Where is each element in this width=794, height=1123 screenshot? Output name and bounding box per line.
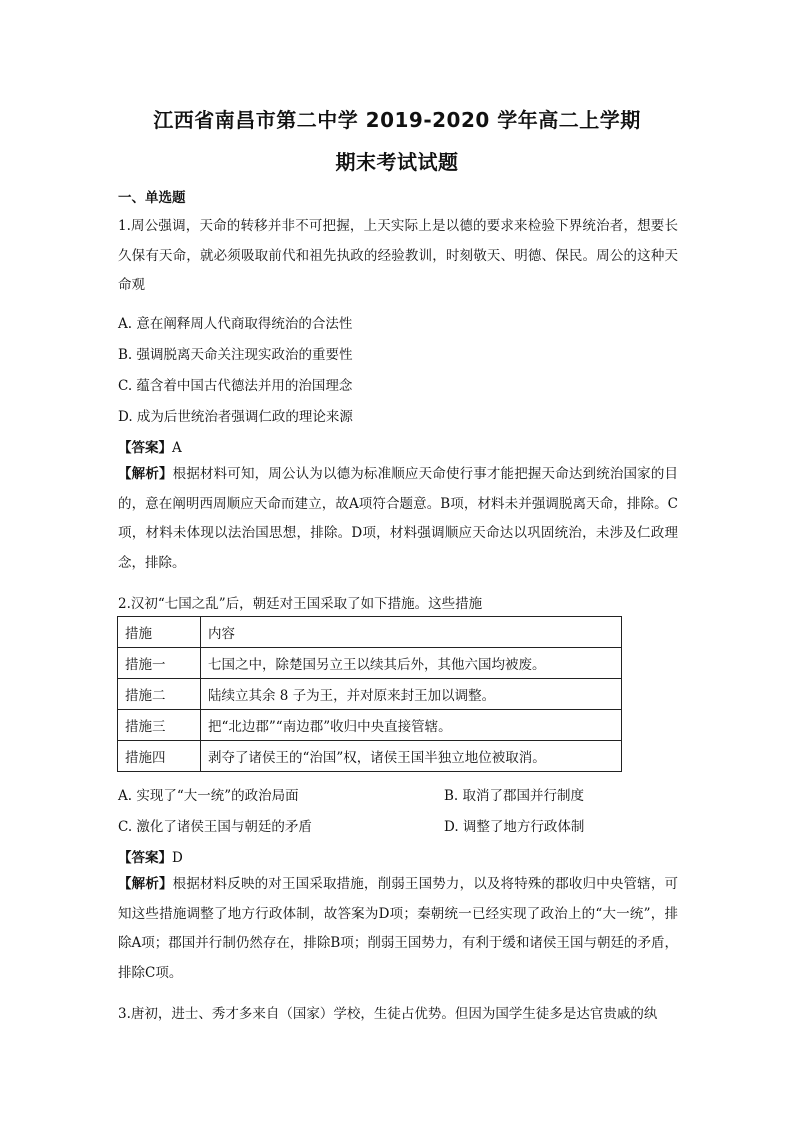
- q2-analysis-tag: 【解析】: [118, 876, 173, 892]
- q2-option-b: B. 取消了郡国并行制度: [444, 788, 585, 804]
- table-header-cell: 措施: [118, 617, 201, 648]
- q2-answer-tag: 【答案】: [118, 850, 172, 866]
- q1-answer: [118, 436, 182, 456]
- q1-analysis-text: 根据材料可知，周公认为以德为标准顺应天命使行事才能把握天命达到统治国家的目的，意在阐明西周顺应天命而建立，故A项符合题意。B项，材料未并强调脱离天命，排除。C项，材料未体现以法治国思想，排除。D项，材料强调顺应天命达以巩固统治，未涉及仁政理念，排除。: [118, 466, 679, 571]
- table-cell-content: 把“北边郡”“南边郡”收归中央直接管辖。: [201, 710, 622, 741]
- q2-stem: 2.汉初“七国之乱”后，朝廷对王国采取了如下措施。这些措施: [118, 596, 483, 612]
- table-header-row: [118, 617, 622, 648]
- table-cell-measure: 措施四: [118, 741, 201, 772]
- q1-option-d: D. 成为后世统治者强调仁政的理论来源: [118, 409, 353, 425]
- q3-stem: 3.唐初，进士、秀才多来自（国家）学校，生徒占优势。但因为国学生徒多是达官贵戚的纨: [118, 1006, 658, 1022]
- q1-analysis: [118, 460, 678, 578]
- document-title-line1: 江西省南昌市第二中学 2019-2020 学年高二上学期: [153, 108, 641, 132]
- q2-answer-value: D: [172, 850, 183, 866]
- q1-option-a: A. 意在阐释周人代商取得统治的合法性: [118, 316, 353, 332]
- table-cell-measure: 措施二: [118, 679, 201, 710]
- table-row: [118, 648, 622, 679]
- q2-option-d: D. 调整了地方行政体制: [444, 819, 585, 835]
- table-row: [118, 710, 622, 741]
- q1-answer-value: A: [172, 440, 182, 456]
- q1-analysis-tag: 【解析】: [118, 466, 173, 482]
- q1-answer-tag: 【答案】: [118, 440, 172, 456]
- q2-answer: [118, 846, 183, 866]
- table-cell-content: 七国之中，除楚国另立王以续其后外，其他六国均被废。: [201, 648, 622, 679]
- q2-option-a: A. 实现了“大一统”的政治局面: [118, 788, 299, 804]
- table-row: [118, 679, 622, 710]
- table-cell-content: 剥夺了诸侯王的“治国”权，诸侯王国半独立地位被取消。: [201, 741, 622, 772]
- q1-option-b: B. 强调脱离天命关注现实政治的重要性: [118, 347, 353, 363]
- section-heading: 一、单选题: [118, 190, 186, 206]
- q2-option-c: C. 激化了诸侯王国与朝廷的矛盾: [118, 819, 312, 835]
- table-cell-measure: 措施一: [118, 648, 201, 679]
- table-header-cell: 内容: [201, 617, 622, 648]
- table-cell-measure: 措施三: [118, 710, 201, 741]
- table-row: [118, 741, 622, 772]
- q2-analysis-text: 根据材料反映的对王国采取措施，削弱王国势力，以及将特殊的郡收归中央管辖，可知这些措施调整了地方行政体制，故答案为D项；秦朝统一已经实现了政治上的“大一统”，排除A项；郡国并行制仍然存在，排除B项；削弱王国势力，有利于缓和诸侯王国与朝廷的矛盾，排除C项。: [118, 876, 679, 981]
- table-cell-content: 陆续立其余 8 子为王，并对原来封王加以调整。: [201, 679, 622, 710]
- measures-table: [117, 616, 622, 772]
- document-title-line2: 期末考试试题: [335, 150, 459, 174]
- q1-option-c: C. 蕴含着中国古代德法并用的治国理念: [118, 378, 353, 394]
- q1-stem: 1.周公强调，天命的转移并非不可把握，上天实际上是以德的要求来检验下界统治者，想要长久保有天命，就必须吸取前代和祖先执政的经验教训，时刻敬天、明德、保民。周公的这种天命观: [118, 218, 678, 293]
- q2-analysis: [118, 870, 678, 988]
